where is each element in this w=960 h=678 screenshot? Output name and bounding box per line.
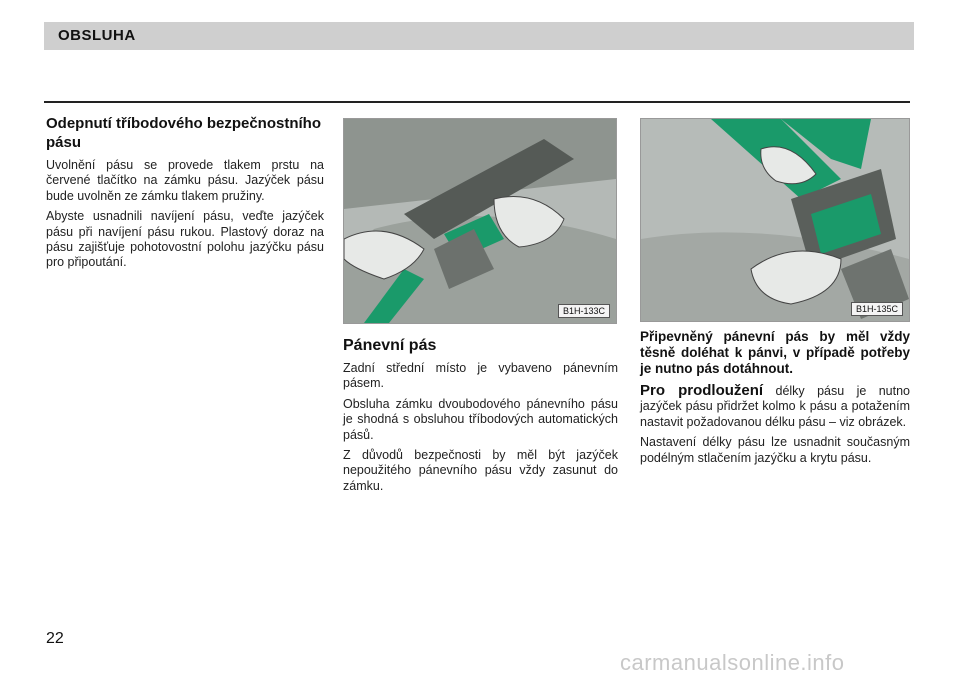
left-paragraph-1: Uvolnění pásu se provede tlakem prstu na červené tlačítko na zámku pásu. Jazýček pásu bude uvolněn ze zámku tlakem pružiny. bbox=[46, 158, 324, 203]
right-lead: Pro prodloužení bbox=[640, 382, 764, 399]
figure-code-1: B1H-133C bbox=[558, 304, 610, 318]
left-heading: Odepnutí tříbodového bezpečnostního pásu bbox=[46, 115, 321, 151]
section-title: OBSLUHA bbox=[58, 27, 136, 44]
middle-paragraph-1: Zadní střední místo je vybaveno pánevním pásem. bbox=[343, 361, 618, 391]
figure-code-2: B1H-135C bbox=[851, 302, 903, 316]
middle-heading: Pánevní pás bbox=[343, 337, 437, 354]
figure-illustration-2 bbox=[641, 119, 909, 321]
section-header-bar bbox=[44, 22, 914, 50]
figure-lap-belt-adjust bbox=[640, 118, 910, 322]
right-paragraph-2: Nastavení délky pásu lze usnadnit současným podélným stlačením jazýčku a krytu pásu. bbox=[640, 435, 910, 465]
figure-illustration-1 bbox=[344, 119, 616, 323]
right-column bbox=[640, 329, 910, 471]
left-paragraph-2: Abyste usnadnili navíjení pásu, veďte jazýček pásu při navíjení pásu rukou. Plastový doraz na pásu zajišťuje pohotovostní polohu jazýčku pásu pro připoutání. bbox=[46, 209, 324, 270]
left-column bbox=[46, 114, 324, 276]
middle-paragraph-3: Z důvodů bezpečnosti by měl být jazýček nepoužitého pánevního pásu vždy zasunut do zámku. bbox=[343, 448, 618, 493]
middle-paragraph-2: Obsluha zámku dvoubodového pánevního pásu je shodná s obsluhou tříbodových automatických pásů. bbox=[343, 396, 618, 442]
divider-rule bbox=[44, 101, 910, 103]
figure-buckle-release bbox=[343, 118, 617, 324]
page-number: 22 bbox=[46, 630, 64, 647]
right-lead-rest: délky pásu je nutno jazýček pásu přidržet kolmo k pásu a potažením nastavit požadovanou délku pásu – viz obrázek. bbox=[640, 384, 910, 429]
watermark: carmanualsonline.info bbox=[620, 650, 845, 675]
middle-column bbox=[343, 336, 618, 499]
right-paragraph-1 bbox=[640, 383, 910, 430]
right-heading: Připevněný pánevní pás by měl vždy těsně doléhat k pánvi, v případě potřeby je nutno pás dotáhnout. bbox=[640, 329, 910, 376]
